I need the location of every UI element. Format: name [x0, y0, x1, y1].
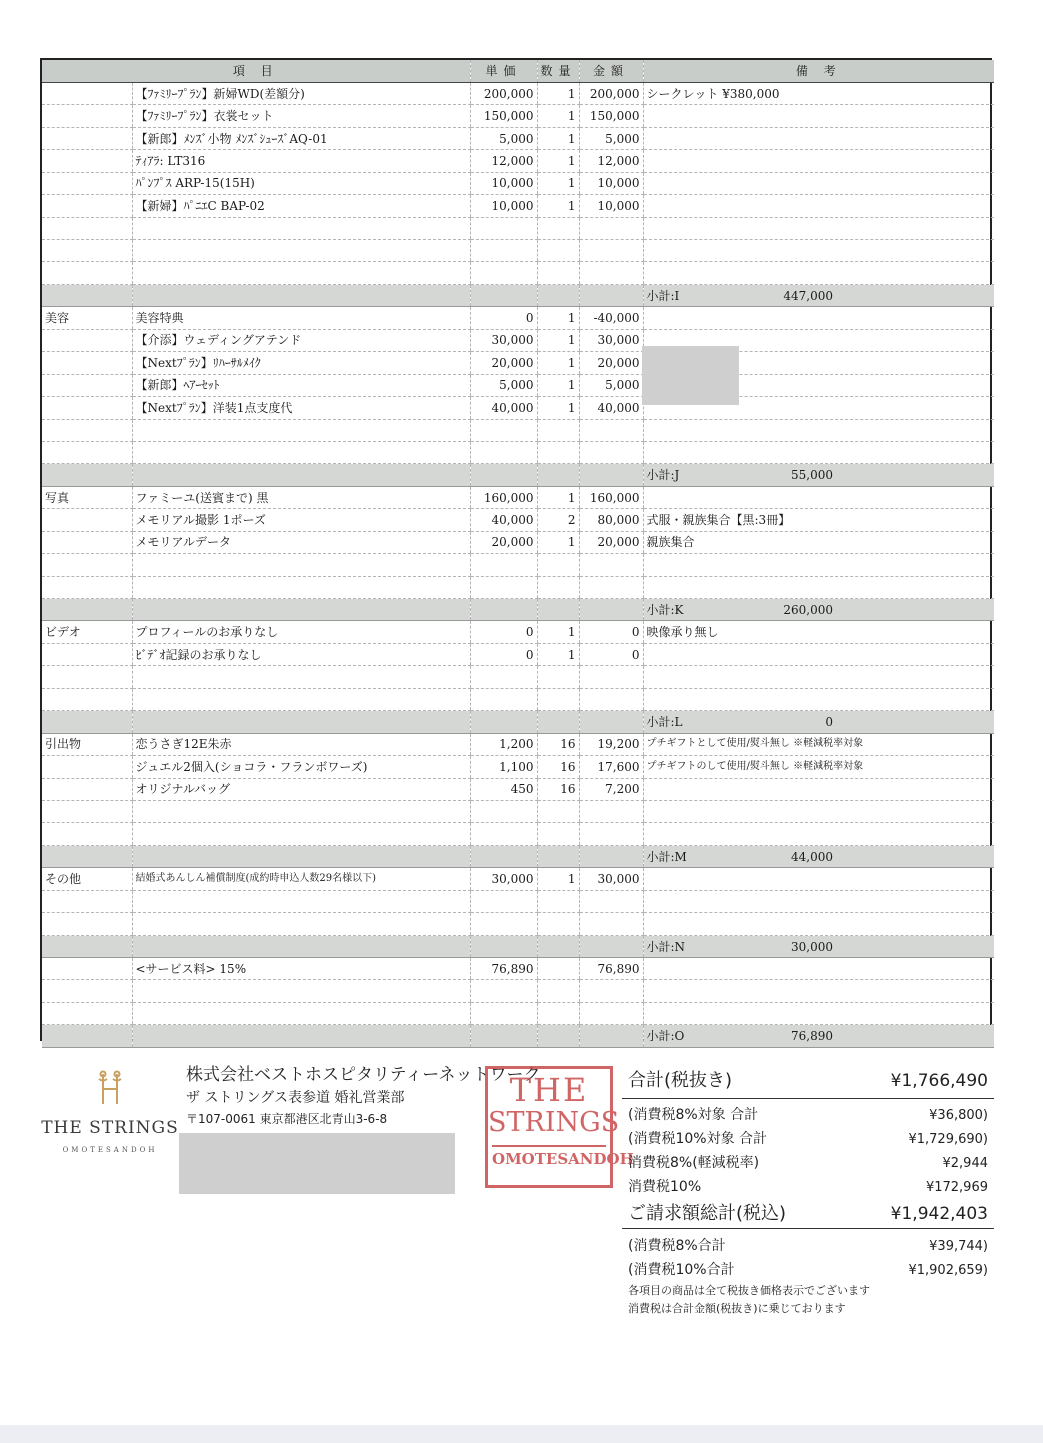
- category-cell: [42, 374, 132, 396]
- qty-cell: 2: [537, 509, 579, 531]
- tax10-total-value: ¥1,902,659): [908, 1263, 988, 1278]
- category-cell: [42, 329, 132, 351]
- company-seal-stamp: [485, 1066, 634, 1188]
- subtotal-value: 447,000: [783, 288, 834, 303]
- notes-cell: 映像承り無し: [643, 621, 994, 643]
- item-description: 【介添】ウェディングアテンド: [132, 329, 470, 351]
- tax8-target-label: (消費税8%対象 合計: [628, 1107, 759, 1123]
- amount-cell: 30,000: [579, 329, 643, 351]
- item-description: 美容特典: [132, 307, 470, 329]
- subtotal-row: [42, 1025, 994, 1047]
- tax10-value: ¥172,969: [925, 1180, 988, 1195]
- category-cell: [42, 195, 132, 217]
- amount-cell: 40,000: [579, 397, 643, 419]
- blank-row: [42, 800, 994, 822]
- item-description: 【Nextﾌﾟﾗﾝ】ﾘﾊｰｻﾙﾒｲｸ: [132, 352, 470, 374]
- tax8-total-value: ¥39,744): [929, 1239, 988, 1254]
- estimate-table-frame: [40, 58, 992, 1044]
- notes-cell: [643, 195, 994, 217]
- subtotal-cell: [643, 845, 994, 867]
- table-row: [42, 127, 994, 149]
- subtotal-value: 30,000: [791, 939, 834, 954]
- unit-price-cell: 76,890: [470, 958, 537, 980]
- amount-cell: -40,000: [579, 307, 643, 329]
- item-description: ファミーユ(送賓まで) 黒: [132, 486, 470, 508]
- subtotal-label: 小計:M: [646, 849, 687, 864]
- unit-price-cell: 20,000: [470, 352, 537, 374]
- item-description: 恋うさぎ12E朱赤: [132, 733, 470, 755]
- table-row: [42, 329, 994, 351]
- logo-brand-text: THE STRINGS: [41, 1118, 179, 1138]
- blank-row: [42, 419, 994, 441]
- amount-cell: 12,000: [579, 150, 643, 172]
- amount-cell: 150,000: [579, 105, 643, 127]
- notes-cell: [643, 127, 994, 149]
- unit-price-cell: 5,000: [470, 374, 537, 396]
- subtotal-label: 小計:J: [646, 468, 680, 483]
- notes-cell: 親族集合: [643, 531, 994, 553]
- tax8-total-row: [622, 1233, 994, 1257]
- amount-cell: 7,200: [579, 778, 643, 800]
- tax10-target-value: ¥1,729,690): [908, 1132, 988, 1147]
- category-cell: [42, 509, 132, 531]
- header-unit-price: 単価: [470, 60, 537, 82]
- category-cell: [42, 397, 132, 419]
- subtotal-row: [42, 935, 994, 957]
- qty-cell: 1: [537, 643, 579, 665]
- blank-row: [42, 554, 994, 576]
- subtotal-cell: [643, 1025, 994, 1047]
- table-row: [42, 621, 994, 643]
- unit-price-cell: 20,000: [470, 531, 537, 553]
- grand-total-label: ご請求額総計(税込): [628, 1203, 787, 1224]
- amount-cell: 17,600: [579, 756, 643, 778]
- subtotal-value: 0: [825, 715, 834, 730]
- subtotal-value: 44,000: [791, 849, 834, 864]
- qty-cell: 1: [537, 352, 579, 374]
- item-description: ﾊﾟﾝﾌﾟｽ ARP-15(15H): [132, 172, 470, 194]
- category-cell: [42, 958, 132, 980]
- amount-cell: 5,000: [579, 127, 643, 149]
- category-cell: 写真: [42, 486, 132, 508]
- subtotal-label: 小計:O: [646, 1029, 685, 1044]
- logo-sub-text: OMOTESANDOH: [62, 1146, 158, 1154]
- tax10-row: [622, 1174, 994, 1198]
- table-row: [42, 958, 994, 980]
- notes-cell: [643, 150, 994, 172]
- subtotal-label: 小計:L: [646, 715, 683, 730]
- company-name: 株式会社ベストホスピタリティーネットワーク: [186, 1065, 541, 1085]
- notes-cell: プチギフトのして使用/熨斗無し ※軽減税率対象: [643, 756, 994, 778]
- item-description: オリジナルバッグ: [132, 778, 470, 800]
- item-description: 【新郎】ﾒﾝｽﾞ小物 ﾒﾝｽﾞｼｭｰｽﾞAQ-01: [132, 127, 470, 149]
- subtotal-row: [42, 284, 994, 306]
- category-cell: [42, 172, 132, 194]
- notes-cell: 式服・親族集合【黒:3冊】: [643, 509, 994, 531]
- tax10-total-label: (消費税10%合計: [628, 1262, 735, 1278]
- subtotal-row: [42, 845, 994, 867]
- item-description: メモリアルデータ: [132, 531, 470, 553]
- qty-cell: 1: [537, 531, 579, 553]
- unit-price-cell: 1,100: [470, 756, 537, 778]
- category-cell: [42, 127, 132, 149]
- blank-row: [42, 576, 994, 598]
- subtotal-row: [42, 711, 994, 733]
- notes-cell: [643, 868, 994, 890]
- tax10-label: 消費税10%: [628, 1179, 702, 1195]
- blank-row: [42, 823, 994, 845]
- item-description: 【ﾌｧﾐﾘｰﾌﾟﾗﾝ】衣裳セット: [132, 105, 470, 127]
- company-branch: ザ ストリングス表参道 婚礼営業部: [186, 1090, 405, 1106]
- item-description: 【Nextﾌﾟﾗﾝ】洋装1点支度代: [132, 397, 470, 419]
- item-description: 【ﾌｧﾐﾘｰﾌﾟﾗﾝ】新婦WD(差額分): [132, 82, 470, 104]
- amount-cell: 19,200: [579, 733, 643, 755]
- subtotal-ex-tax-value: ¥1,766,490: [890, 1071, 988, 1091]
- qty-cell: 1: [537, 195, 579, 217]
- table-row: [42, 778, 994, 800]
- item-description: ジュエル2個入(ショコラ・フランボワーズ): [132, 756, 470, 778]
- qty-cell: 1: [537, 329, 579, 351]
- table-row: [42, 172, 994, 194]
- item-description: 【新郎】ﾍｱｰｾｯﾄ: [132, 374, 470, 396]
- tax10-target-label: (消費税10%対象 合計: [628, 1131, 768, 1147]
- amount-cell: 0: [579, 643, 643, 665]
- category-cell: [42, 756, 132, 778]
- qty-cell: 1: [537, 105, 579, 127]
- qty-cell: 1: [537, 486, 579, 508]
- category-cell: [42, 643, 132, 665]
- tax8-target-value: ¥36,800): [929, 1108, 988, 1123]
- qty-cell: 16: [537, 778, 579, 800]
- qty-cell: 1: [537, 172, 579, 194]
- strings-logo: [40, 1070, 180, 1154]
- invoice-footer: [0, 1050, 1043, 1350]
- redaction-box: [642, 346, 739, 405]
- amount-cell: 30,000: [579, 868, 643, 890]
- subtotal-label: 小計:I: [646, 288, 680, 303]
- subtotal-value: 55,000: [791, 468, 834, 483]
- item-description: ﾋﾞﾃﾞｵ記録のお承りなし: [132, 643, 470, 665]
- amount-cell: 0: [579, 621, 643, 643]
- item-description: <サービス料> 15%: [132, 958, 470, 980]
- table-row: [42, 531, 994, 553]
- table-row: [42, 756, 994, 778]
- tax-note: 消費税は合計金額(税抜き)に乗じております: [628, 1302, 846, 1315]
- table-header-row: [42, 60, 994, 82]
- notes-cell: [643, 486, 994, 508]
- table-row: [42, 486, 994, 508]
- qty-cell: 1: [537, 150, 579, 172]
- amount-cell: 200,000: [579, 82, 643, 104]
- company-address: 〒107-0061 東京都港区北青山3-6-8: [186, 1112, 388, 1126]
- amount-cell: 76,890: [579, 958, 643, 980]
- unit-price-cell: 0: [470, 621, 537, 643]
- table-row: [42, 105, 994, 127]
- subtotal-cell: [643, 464, 994, 486]
- table-row: [42, 82, 994, 104]
- table-row: [42, 195, 994, 217]
- subtotal-row: [42, 464, 994, 486]
- blank-row: [42, 217, 994, 239]
- category-cell: [42, 82, 132, 104]
- qty-cell: 1: [537, 374, 579, 396]
- bottom-band: [0, 1425, 1043, 1443]
- tax8-row: [622, 1150, 994, 1174]
- qty-cell: 1: [537, 621, 579, 643]
- subtotal-ex-tax-label: 合計(税抜き): [628, 1070, 733, 1091]
- subtotal-label: 小計:K: [646, 603, 684, 617]
- category-cell: [42, 150, 132, 172]
- subtotal-ex-tax-row: [622, 1062, 994, 1099]
- blank-row: [42, 262, 994, 284]
- header-amount: 金額: [579, 60, 643, 82]
- category-cell: 引出物: [42, 733, 132, 755]
- table-row: [42, 509, 994, 531]
- tax10-target-row: [622, 1126, 994, 1150]
- qty-cell: [537, 958, 579, 980]
- tax8-value: ¥2,944: [942, 1156, 988, 1171]
- estimate-table: [42, 60, 994, 1048]
- item-description: プロフィールのお承りなし: [132, 621, 470, 643]
- item-description: メモリアル撮影 1ポーズ: [132, 509, 470, 531]
- unit-price-cell: 10,000: [470, 195, 537, 217]
- unit-price-cell: 40,000: [470, 397, 537, 419]
- table-row: [42, 307, 994, 329]
- category-cell: その他: [42, 868, 132, 890]
- unit-price-cell: 30,000: [470, 868, 537, 890]
- stamp-line-2: STRINGS: [488, 1107, 620, 1138]
- amount-cell: 20,000: [579, 531, 643, 553]
- unit-price-cell: 40,000: [470, 509, 537, 531]
- qty-cell: 1: [537, 82, 579, 104]
- qty-cell: 16: [537, 756, 579, 778]
- category-cell: 美容: [42, 307, 132, 329]
- notes-cell: [643, 958, 994, 980]
- item-description: 結婚式あんしん補償制度(成約時申込人数29名様以下): [132, 868, 470, 890]
- harp-logo-icon: [94, 1070, 126, 1108]
- category-cell: [42, 531, 132, 553]
- tax8-total-label: (消費税8%合計: [628, 1238, 726, 1254]
- table-row: [42, 352, 994, 374]
- notes-cell: [643, 307, 994, 329]
- amount-cell: 10,000: [579, 195, 643, 217]
- unit-price-cell: 0: [470, 643, 537, 665]
- item-description: 【新婦】ﾊﾟﾆｴC BAP-02: [132, 195, 470, 217]
- stamp-line-3: OMOTESANDOH: [492, 1145, 606, 1171]
- blank-row: [42, 1002, 994, 1024]
- table-row: [42, 643, 994, 665]
- totals-summary: [622, 1062, 994, 1317]
- blank-row: [42, 441, 994, 463]
- qty-cell: 1: [537, 127, 579, 149]
- blank-row: [42, 240, 994, 262]
- redaction-box: [179, 1133, 455, 1194]
- qty-cell: 1: [537, 307, 579, 329]
- category-cell: [42, 778, 132, 800]
- blank-row: [42, 890, 994, 912]
- item-description: ﾃｨｱﾗ: LT316: [132, 150, 470, 172]
- unit-price-cell: 0: [470, 307, 537, 329]
- unit-price-cell: 12,000: [470, 150, 537, 172]
- unit-price-cell: 150,000: [470, 105, 537, 127]
- amount-cell: 80,000: [579, 509, 643, 531]
- subtotal-row: [42, 599, 994, 621]
- subtotal-value: 76,890: [791, 1029, 834, 1044]
- subtotal-value: 260,000: [783, 603, 834, 617]
- table-row: [42, 733, 994, 755]
- subtotal-cell: [643, 935, 994, 957]
- qty-cell: 16: [537, 733, 579, 755]
- subtotal-cell: [643, 711, 994, 733]
- blank-row: [42, 688, 994, 710]
- blank-row: [42, 666, 994, 688]
- category-cell: [42, 352, 132, 374]
- unit-price-cell: 160,000: [470, 486, 537, 508]
- category-cell: [42, 105, 132, 127]
- amount-cell: 10,000: [579, 172, 643, 194]
- tax8-target-row: [622, 1102, 994, 1126]
- notes-cell: シークレット ¥380,000: [643, 82, 994, 104]
- tax10-total-row: [622, 1257, 994, 1281]
- notes-cell: [643, 778, 994, 800]
- notes-cell: [643, 105, 994, 127]
- amount-cell: 160,000: [579, 486, 643, 508]
- header-notes: 備 考: [643, 60, 994, 82]
- subtotal-cell: [643, 599, 994, 621]
- blank-row: [42, 913, 994, 935]
- table-row: [42, 397, 994, 419]
- unit-price-cell: 5,000: [470, 127, 537, 149]
- stamp-line-1: THE: [509, 1071, 589, 1109]
- qty-cell: 1: [537, 397, 579, 419]
- unit-price-cell: 1,200: [470, 733, 537, 755]
- notes-cell: [643, 643, 994, 665]
- unit-price-cell: 450: [470, 778, 537, 800]
- price-note: 各項目の商品は全て税抜き価格表示でございます: [628, 1284, 870, 1297]
- notes-cell: プチギフトとして使用/熨斗無し ※軽減税率対象: [643, 733, 994, 755]
- grand-total-value: ¥1,942,403: [890, 1204, 988, 1224]
- subtotal-cell: [643, 284, 994, 306]
- unit-price-cell: 10,000: [470, 172, 537, 194]
- unit-price-cell: 30,000: [470, 329, 537, 351]
- table-row: [42, 374, 994, 396]
- grand-total-row: [622, 1198, 994, 1229]
- table-row: [42, 150, 994, 172]
- unit-price-cell: 200,000: [470, 82, 537, 104]
- table-row: [42, 868, 994, 890]
- blank-row: [42, 980, 994, 1002]
- notes-cell: [643, 172, 994, 194]
- amount-cell: 5,000: [579, 374, 643, 396]
- tax8-label: 消費税8%(軽減税率): [628, 1155, 760, 1171]
- qty-cell: 1: [537, 868, 579, 890]
- subtotal-label: 小計:N: [646, 939, 686, 954]
- header-qty: 数量: [537, 60, 579, 82]
- category-cell: ビデオ: [42, 621, 132, 643]
- amount-cell: 20,000: [579, 352, 643, 374]
- header-item: 項 目: [42, 60, 470, 82]
